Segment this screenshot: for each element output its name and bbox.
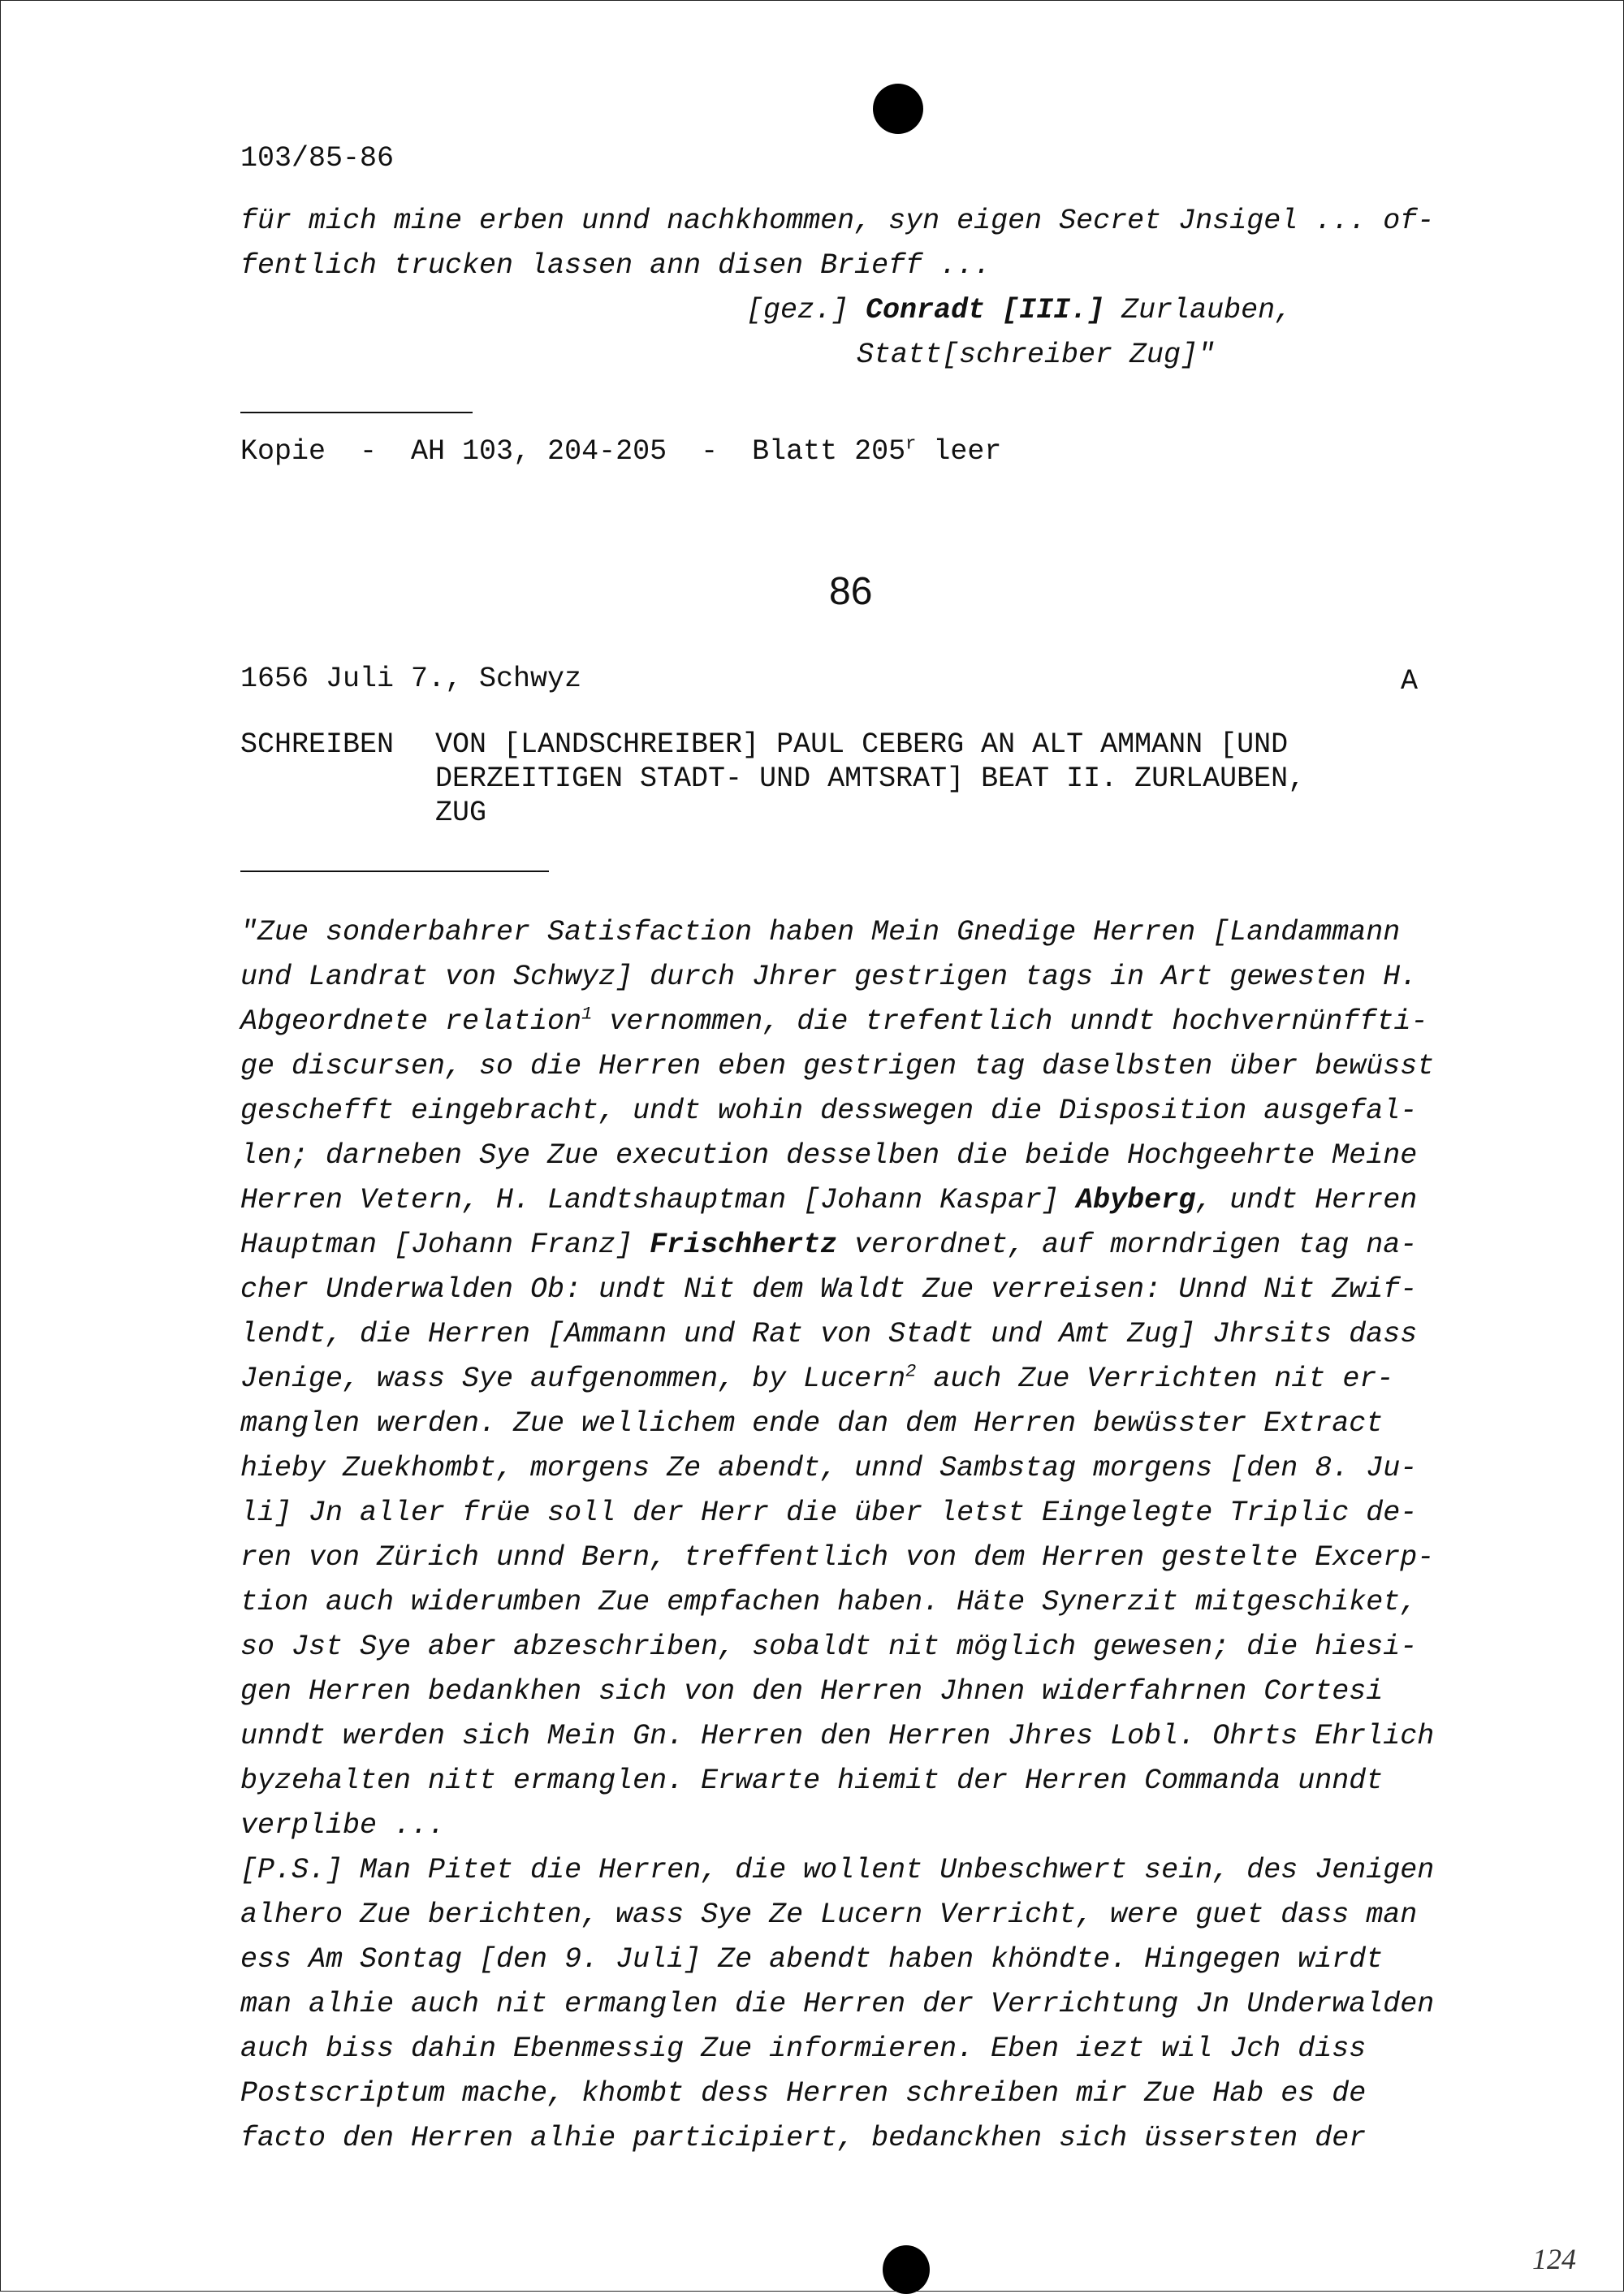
punch-hole-bottom — [883, 2245, 930, 2294]
body-line: hieby Zuekhombt, morgens Ze abendt, unnd Sambstag morgens [den 8. Ju- — [240, 1452, 1418, 1484]
document-title-line: VON [LANDSCHREIBER] PAUL CEBERG AN ALT AMMANN [UND — [435, 728, 1289, 761]
body-line — [240, 1223, 1417, 1268]
body-line: len; darneben Sye Zue execution desselben die beide Hochgeehrte Meine — [240, 1139, 1418, 1172]
body-line: tion auch widerumben Zue empfachen haben. Häte Synerzit mitgeschiket, — [240, 1586, 1418, 1618]
body-text: , undt Herren — [1195, 1184, 1418, 1216]
divider-rule — [240, 412, 473, 413]
document-mark: A — [1401, 665, 1419, 698]
body-text: verordnet, auf morndrigen tag na- — [837, 1229, 1418, 1261]
body-text: auch Zue Verrichten nit er- — [916, 1363, 1394, 1395]
signature-role: Statt[schreiber Zug]" — [857, 339, 1216, 371]
archive-reference: 103/85-86 — [240, 142, 395, 175]
postscript-line: facto den Herren alhie participiert, bedanckhen sich üssersten der — [240, 2122, 1367, 2154]
body-line: ge discursen, so die Herren eben gestrigen tag daselbsten über bewüsst — [240, 1050, 1435, 1082]
body-text: Herren Vetern, H. Landtshauptman [Johann Kaspar] — [240, 1184, 1077, 1216]
body-line: cher Underwalden Ob: undt Nit dem Waldt Zue verreisen: Unnd Nit Zwif- — [240, 1273, 1418, 1306]
document-title-line: ZUG — [435, 797, 487, 829]
postscript-line: Postscriptum mache, khombt dess Herren schreiben mir Zue Hab es de — [240, 2077, 1367, 2110]
source-note-superscript: r — [905, 434, 917, 455]
document-title-label: SCHREIBEN — [240, 728, 395, 761]
source-note-suffix: leer — [916, 435, 1002, 468]
person-name: Frischhertz — [650, 1229, 838, 1261]
body-line: unndt werden sich Mein Gn. Herren den Herren Jhres Lobl. Ohrts Ehrlich — [240, 1720, 1435, 1752]
signature-prefix: [gez.] — [746, 294, 866, 326]
body-text: Abgeordnete relation — [240, 1005, 582, 1038]
body-line: geschefft eingebracht, undt wohin desswegen die Disposition ausgefal- — [240, 1095, 1418, 1127]
body-text: vernommen, die trefentlich unndt hochvernünffti- — [592, 1005, 1428, 1038]
person-name: Abyberg — [1076, 1184, 1196, 1216]
document-number: 86 — [829, 570, 873, 613]
postscript-line: [P.S.] Man Pitet die Herren, die wollent Unbeschwert sein, des Jenigen — [240, 1854, 1435, 1886]
prev-text-line: fentlich trucken lassen ann disen Brieff ... — [240, 249, 991, 282]
body-line: und Landrat von Schwyz] durch Jhrer gestrigen tags in Art gewesten H. — [240, 961, 1418, 993]
body-line: "Zue sonderbahrer Satisfaction haben Mein Gnedige Herren [Landammann — [240, 916, 1401, 948]
postscript-line: alhero Zue berichten, wass Sye Ze Lucern Verricht, were guet dass man — [240, 1899, 1418, 1931]
body-line: lendt, die Herren [Ammann und Rat von Stadt und Amt Zug] Jhrsits dass — [240, 1318, 1418, 1350]
source-note — [240, 430, 1001, 474]
source-note-text: Kopie - AH 103, 204-205 - Blatt 205 — [240, 435, 906, 468]
divider-rule — [240, 871, 549, 872]
body-line: gen Herren bedankhen sich von den Herren Jhnen widerfahrnen Cortesi — [240, 1675, 1384, 1708]
postscript-line: auch biss dahin Ebenmessig Zue informieren. Eben iezt wil Jch diss — [240, 2033, 1367, 2065]
body-line — [240, 1000, 1427, 1044]
body-line — [240, 1357, 1393, 1402]
document-date: 1656 Juli 7., Schwyz — [240, 663, 582, 695]
postscript-line: ess Am Sontag [den 9. Juli] Ze abendt haben khöndte. Hingegen wirdt — [240, 1943, 1384, 1976]
body-text: Jenige, wass Sye aufgenommen, by Lucern — [240, 1363, 906, 1395]
footnote-marker: 1 — [581, 1004, 593, 1025]
body-line: ren von Zürich unnd Bern, treffentlich von dem Herren gestelte Excerp- — [240, 1541, 1435, 1574]
signature-suffix: Zurlauben, — [1104, 294, 1293, 326]
signature-line — [746, 288, 1292, 333]
body-line: byzehalten nitt ermanglen. Erwarte hiemit der Herren Commanda unndt — [240, 1765, 1384, 1797]
handwritten-page-mark: 124 — [1532, 2243, 1576, 2275]
prev-text-line: für mich mine erben unnd nachkhommen, syn eigen Secret Jnsigel ... of- — [240, 205, 1435, 237]
document-title-line: DERZEITIGEN STADT- UND AMTSRAT] BEAT II. ZURLAUBEN, — [435, 763, 1306, 795]
punch-hole-top — [873, 84, 923, 134]
body-line: verplibe ... — [240, 1809, 446, 1842]
body-line: li] Jn aller früe soll der Herr die über letst Eingelegte Triplic de- — [240, 1497, 1418, 1529]
postscript-line: man alhie auch nit ermanglen die Herren der Verrichtung Jn Underwalden — [240, 1988, 1435, 2020]
signature-name: Conradt [III.] — [866, 294, 1105, 326]
body-line: manglen werden. Zue wellichem ende dan dem Herren bewüsster Extract — [240, 1407, 1384, 1440]
body-line: so Jst Sye aber abzeschriben, sobaldt nit möglich gewesen; die hiesi- — [240, 1631, 1418, 1663]
body-text: Hauptman [Johann Franz] — [240, 1229, 650, 1261]
footnote-marker: 2 — [905, 1361, 917, 1382]
body-line — [240, 1178, 1417, 1223]
